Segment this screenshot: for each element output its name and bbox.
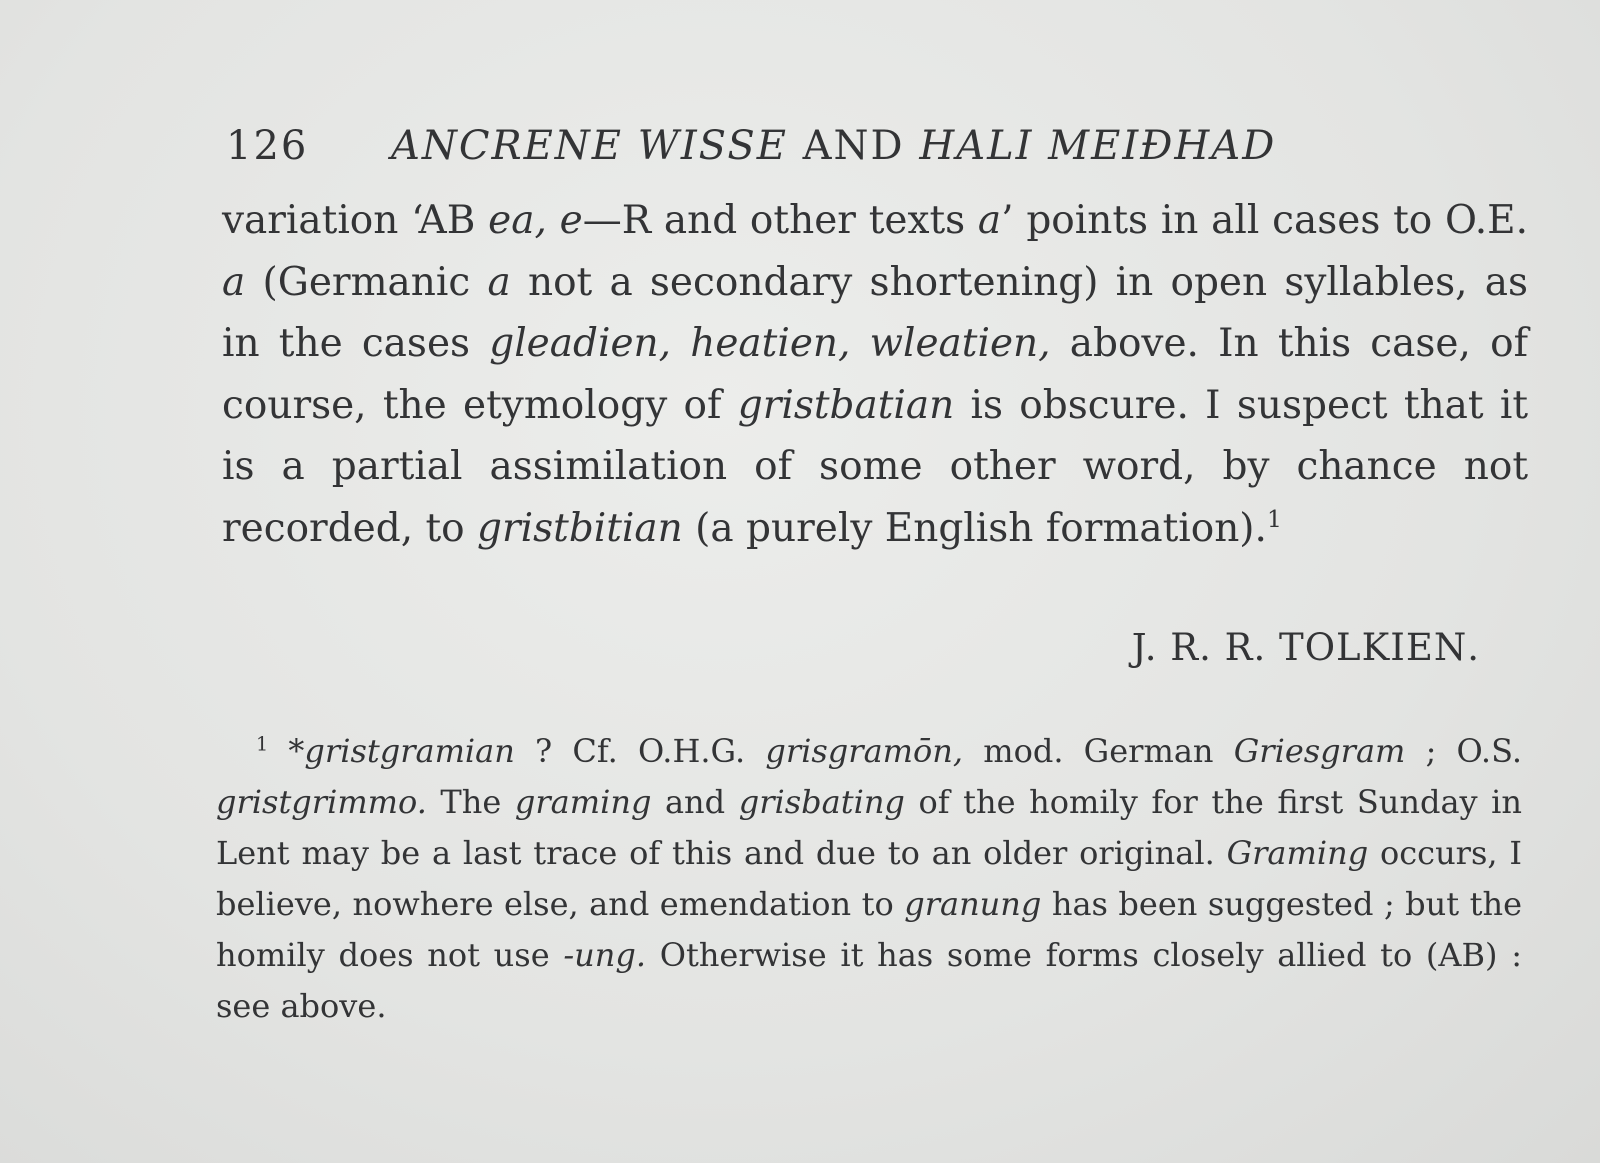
footnote-text-run: mod. German — [963, 732, 1234, 770]
body-text-run: (Germanic — [245, 259, 488, 305]
signature-period: . — [1467, 626, 1480, 669]
body-italic-run: gleadien, heatien, wleatien, — [489, 321, 1051, 366]
footnote-text-run: has been suggested ; but the homily does not use — [216, 885, 1523, 974]
footnote-text-run: ; O.S. — [1405, 732, 1523, 770]
footnote-text-run: The — [426, 783, 515, 821]
footnote-text-run: of the homily for the first Sunday in Lent may be a last trace of this and due to an older original. — [216, 783, 1523, 872]
footnote-marker: 1 — [256, 732, 269, 756]
footnote-text-run: occurs, I believe, nowhere else, and emendation to — [216, 834, 1523, 923]
body-text-run: above. In this case, of course, the etymology of — [222, 321, 1528, 428]
footnote-reference[interactable]: 1 — [1266, 504, 1282, 533]
body-italic-run: gristbatian — [737, 382, 955, 428]
body-text-run: —R and other texts — [582, 198, 978, 243]
footnote-text-run: Otherwise it has some forms closely allied to (AB) : see above. — [216, 936, 1523, 1025]
body-italic-run: ea, e — [488, 198, 583, 243]
footnote-italic-run: graming — [514, 783, 652, 821]
signature-surname: OLKIEN — [1304, 626, 1468, 669]
body-paragraph — [222, 190, 1528, 559]
footnote-italic-run: -ung. — [563, 936, 647, 974]
body-text-run: (a purely English formation). — [682, 505, 1267, 551]
running-title — [391, 123, 1276, 169]
author-signature — [1132, 620, 1480, 676]
body-text-run: not a secondary shortening) in open syllables, as in the cases — [222, 259, 1528, 366]
footnote-text-run: ? Cf. O.H.G. — [514, 732, 766, 770]
running-head — [226, 118, 1426, 174]
title-conjunction: AND — [787, 123, 920, 169]
footnote-italic-run: Graming — [1226, 834, 1369, 872]
footnote-text-run: * — [268, 732, 305, 770]
footnote-italic-run: granung — [904, 885, 1042, 923]
body-italic-run: a — [222, 259, 246, 305]
body-text-run: ’ points in all cases to O.E. — [1001, 198, 1528, 243]
body-text-run: is obscure. I suspect that it is a partial assimilation of some other word, by chance not recorded, to — [222, 382, 1528, 551]
body-italic-run: a — [977, 198, 1002, 243]
footnote-italic-run: grisgramōn, — [765, 732, 964, 770]
footnote — [216, 726, 1522, 1032]
footnote-italic-run: gristgramian — [304, 732, 515, 770]
title-part-hali-meidhad: HALI MEIÐHAD — [919, 123, 1277, 169]
footnote-italic-run: Griesgram — [1233, 732, 1406, 770]
page-number: 126 — [226, 123, 309, 169]
body-text-run: variation ‘AB — [222, 198, 489, 243]
body-italic-run: a — [487, 259, 511, 305]
footnote-italic-run: gristgrimmo. — [216, 783, 427, 821]
footnote-italic-run: grisbating — [738, 783, 905, 821]
footnote-text-run: and — [651, 783, 739, 821]
body-italic-run: gristbitian — [477, 505, 683, 551]
title-part-ancrene-wisse: ANCRENE WISSE — [391, 123, 788, 169]
signature-initials: J. R. R. T — [1131, 626, 1305, 669]
